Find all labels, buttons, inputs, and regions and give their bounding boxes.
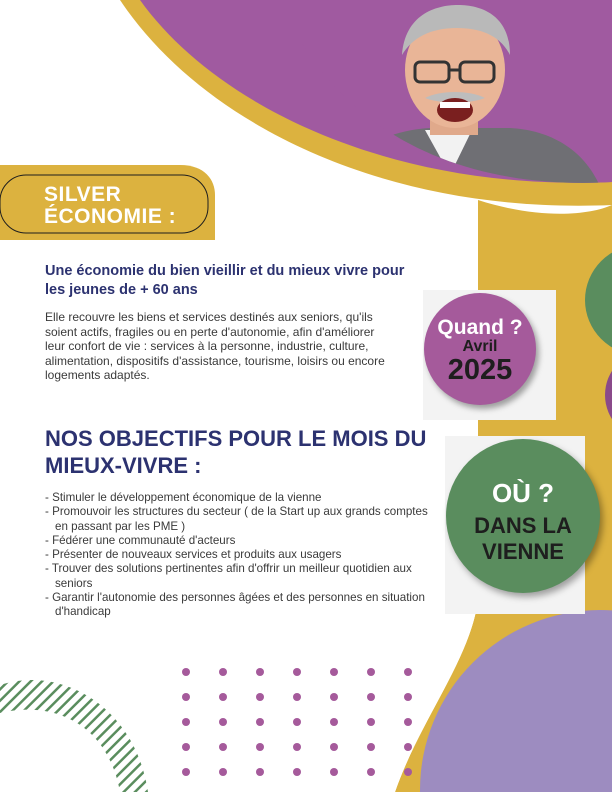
decor-dot [404,743,412,751]
decor-dot [256,768,264,776]
decor-dot [367,693,375,701]
decor-dot [330,718,338,726]
stripe-arc-decoration [0,665,150,792]
intro-body: Elle recouvre les biens et services destinés aux seniors, qu'ils soient actifs, fragiles ou en perte d'autonomie, afin d'améliorer leur confort de vie : services à la personne, industrie, culture, alimentation, dispositifs d'assistance, tourisme, loisirs ou encore logements adaptés. [45,310,385,382]
list-item: - Trouver des solutions pertinentes afin d'offrir un meilleur quotidien aux seniors [45,562,412,590]
decor-dot [256,693,264,701]
section-title [44,184,176,228]
decor-dot [293,693,301,701]
decor-dot [293,768,301,776]
decor-dot [330,693,338,701]
list-item: - Présenter de nouveaux services et produits aux usagers [45,548,342,562]
decor-dot [219,743,227,751]
decor-dot [330,743,338,751]
when-question: Quand ? [437,316,523,339]
decor-dot [404,768,412,776]
decor-dot [256,743,264,751]
where-question: OÙ ? [491,478,555,508]
title-line-1: SILVER [44,183,122,206]
decor-dot [219,718,227,726]
decor-dot [182,718,190,726]
decor-dot [182,693,190,701]
decor-dot [219,768,227,776]
where-answer-line-1: DANS LA [474,513,572,538]
when-month: Avril [462,338,498,355]
decor-dot [256,668,264,676]
decor-dot [330,668,338,676]
where-badge [446,439,600,593]
list-item: - Fédérer une communauté d'acteurs [45,533,236,547]
intro-subtitle: Une économie du bien vieillir et du mieux vivre pour les jeunes de + 60 ans [45,263,405,298]
decor-dot [367,668,375,676]
decor-dot [219,668,227,676]
list-item: - Stimuler le développement économique de la vienne [45,491,322,504]
dot-grid-decoration [178,665,418,785]
when-badge [424,293,536,405]
list-item: - Garantir l'autonomie des personnes âgées et des personnes en situation d'handicap [45,591,425,619]
objectives-title: NOS OBJECTIFS POUR LE MOIS DU MIEUX-VIVRE : [45,426,427,478]
list-item: - Promouvoir les structures du secteur ( de la Start up aux grands comptes en passant par les PME ) [45,505,428,533]
senior-portrait-photo [300,0,612,200]
title-line-2: ÉCONOMIE : [44,205,177,228]
decor-dot [404,718,412,726]
decor-dot [293,668,301,676]
decor-dot [182,768,190,776]
decor-dot [404,668,412,676]
when-year: 2025 [447,354,513,386]
decor-dot [219,693,227,701]
decor-dot [182,743,190,751]
decor-dot [367,743,375,751]
decor-dot [256,718,264,726]
objectives-list [45,491,440,620]
decor-dot [182,668,190,676]
decor-dot [293,743,301,751]
decor-dot [404,693,412,701]
decor-dot [367,768,375,776]
decor-dot [367,718,375,726]
decor-dot [293,718,301,726]
where-answer-line-2: VIENNE [482,539,564,564]
decor-dot [330,768,338,776]
